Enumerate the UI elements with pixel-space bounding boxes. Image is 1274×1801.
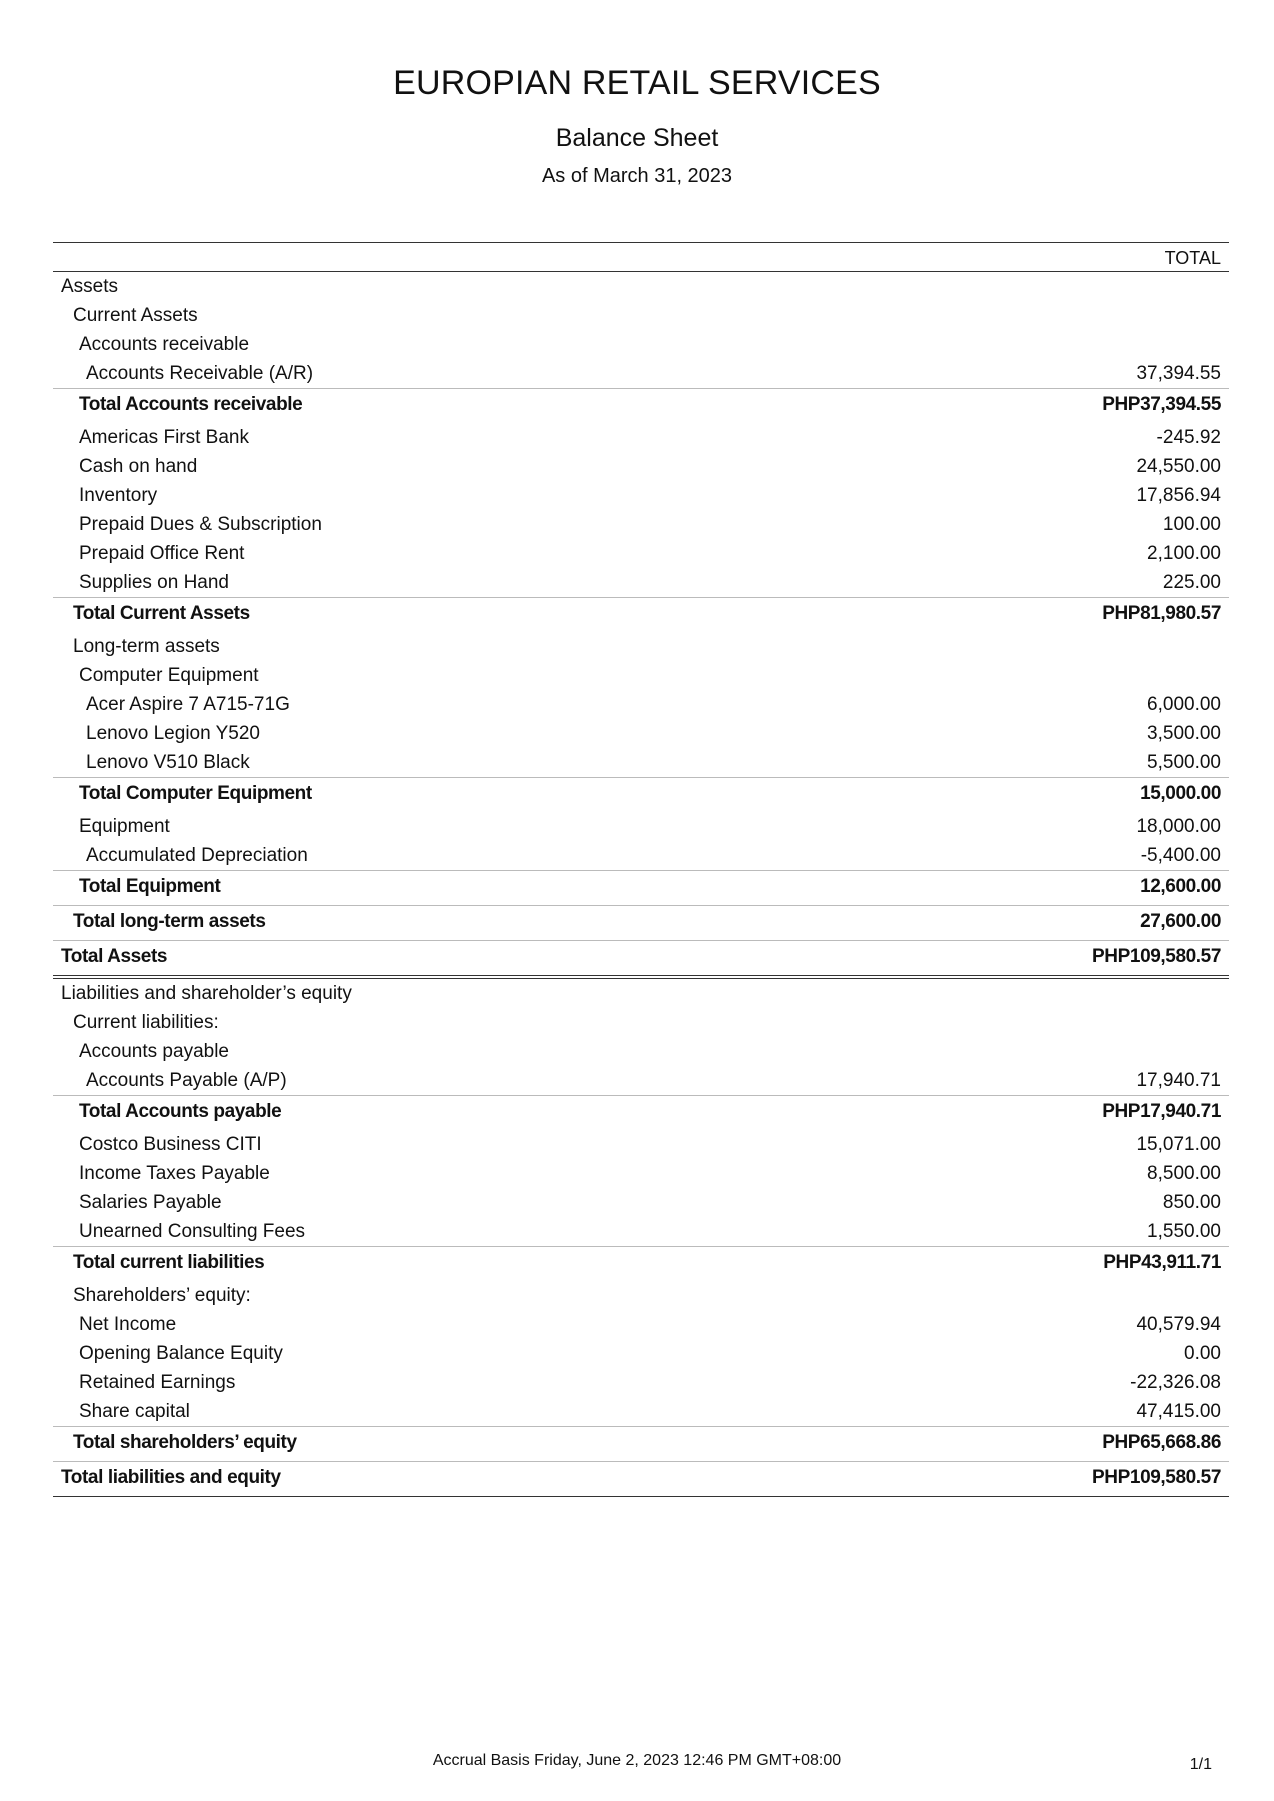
row-label: Total Equipment <box>79 876 221 897</box>
row-amount: 37,394.55 <box>1136 363 1221 384</box>
row-amount: 2,100.00 <box>1147 543 1221 564</box>
total-row <box>53 388 1229 423</box>
table-row <box>53 510 1229 539</box>
row-label: Long-term assets <box>73 636 220 657</box>
row-amount: 8,500.00 <box>1147 1163 1221 1184</box>
row-label: Retained Earnings <box>79 1372 236 1393</box>
row-label: Total shareholders’ equity <box>73 1432 297 1453</box>
row-label: Prepaid Office Rent <box>79 543 245 564</box>
row-amount: PHP81,980.57 <box>1102 603 1221 624</box>
section-header-row <box>53 661 1229 690</box>
table-row <box>53 1310 1229 1339</box>
row-label: Income Taxes Payable <box>79 1163 270 1184</box>
row-label: Supplies on Hand <box>79 572 229 593</box>
row-label: Liabilities and shareholder’s equity <box>61 983 352 1004</box>
table-row <box>53 1217 1229 1246</box>
section-header-row <box>53 1037 1229 1066</box>
row-label: Total long-term assets <box>73 911 266 932</box>
row-amount: 3,500.00 <box>1147 723 1221 744</box>
row-label: Accumulated Depreciation <box>86 845 308 866</box>
row-amount: 1,550.00 <box>1147 1221 1221 1242</box>
total-row <box>53 597 1229 632</box>
table-row <box>53 423 1229 452</box>
row-amount: 17,856.94 <box>1136 485 1221 506</box>
table-row <box>53 1368 1229 1397</box>
row-label: Equipment <box>79 816 170 837</box>
table-row <box>53 1339 1229 1368</box>
row-amount: 17,940.71 <box>1136 1070 1221 1091</box>
section-header-row <box>53 1008 1229 1037</box>
column-header-row <box>53 242 1229 272</box>
total-row <box>53 1246 1229 1281</box>
row-amount: 40,579.94 <box>1136 1314 1221 1335</box>
table-row <box>53 812 1229 841</box>
row-label: Accounts Payable (A/P) <box>86 1070 287 1091</box>
row-label: Total current liabilities <box>73 1252 265 1273</box>
row-amount: PHP109,580.57 <box>1092 946 1221 967</box>
row-amount: 6,000.00 <box>1147 694 1221 715</box>
row-label: Americas First Bank <box>79 427 249 448</box>
row-amount: 15,071.00 <box>1136 1134 1221 1155</box>
row-label: Total liabilities and equity <box>61 1467 281 1488</box>
row-amount: 27,600.00 <box>1140 911 1221 932</box>
total-row <box>53 1426 1229 1461</box>
row-amount: 12,600.00 <box>1140 876 1221 897</box>
table-row <box>53 1188 1229 1217</box>
table-row <box>53 748 1229 777</box>
report-title: Balance Sheet <box>555 124 719 152</box>
row-amount: -5,400.00 <box>1140 845 1221 866</box>
row-label: Inventory <box>79 485 158 506</box>
row-amount: 47,415.00 <box>1136 1401 1221 1422</box>
table-row <box>53 452 1229 481</box>
column-header-total: TOTAL <box>1164 248 1221 268</box>
row-label: Unearned Consulting Fees <box>79 1221 306 1242</box>
total-row <box>53 1095 1229 1130</box>
section-header-row <box>53 272 1229 301</box>
row-label: Accounts receivable <box>79 334 250 355</box>
total-row <box>53 940 1229 979</box>
row-label: Total Current Assets <box>73 603 250 624</box>
table-row <box>53 1066 1229 1095</box>
row-label: Accounts payable <box>79 1041 229 1062</box>
section-header-row <box>53 301 1229 330</box>
row-label: Lenovo Legion Y520 <box>86 723 260 744</box>
row-label: Share capital <box>79 1401 190 1422</box>
row-amount: -22,326.08 <box>1130 1372 1221 1393</box>
row-label: Accounts Receivable (A/R) <box>86 363 314 384</box>
row-amount: 0.00 <box>1184 1343 1221 1364</box>
row-amount: PHP65,668.86 <box>1102 1432 1221 1453</box>
row-label: Total Accounts payable <box>79 1101 282 1122</box>
row-amount: PHP37,394.55 <box>1102 394 1221 415</box>
row-amount: 24,550.00 <box>1136 456 1221 477</box>
row-label: Cash on hand <box>79 456 198 477</box>
row-label: Assets <box>61 276 119 297</box>
row-label: Acer Aspire 7 A715-71G <box>86 694 290 715</box>
table-row <box>53 1159 1229 1188</box>
row-amount: 225.00 <box>1162 572 1221 593</box>
row-label: Prepaid Dues & Subscription <box>79 514 322 535</box>
table-row <box>53 359 1229 388</box>
row-amount: 5,500.00 <box>1147 752 1221 773</box>
row-label: Computer Equipment <box>79 665 259 686</box>
table-row <box>53 719 1229 748</box>
page-number: 1/1 <box>1189 1756 1212 1773</box>
row-label: Shareholders’ equity: <box>73 1285 251 1306</box>
balance-sheet-table <box>53 242 1229 1497</box>
row-label: Current Assets <box>73 305 198 326</box>
row-amount: 18,000.00 <box>1136 816 1221 837</box>
row-label: Salaries Payable <box>79 1192 222 1213</box>
row-label: Net Income <box>79 1314 177 1335</box>
table-row <box>53 690 1229 719</box>
row-amount: -245.92 <box>1156 427 1221 448</box>
total-row <box>53 1461 1229 1497</box>
section-header-row <box>53 632 1229 661</box>
row-amount: 15,000.00 <box>1140 783 1221 804</box>
row-label: Total Assets <box>61 946 168 967</box>
footer-basis: Accrual Basis Friday, June 2, 2023 12:46 PM GMT+08:00 <box>432 1752 842 1769</box>
row-amount: PHP109,580.57 <box>1092 1467 1221 1488</box>
total-row <box>53 870 1229 905</box>
total-row <box>53 905 1229 940</box>
table-row <box>53 539 1229 568</box>
report-date: As of March 31, 2023 <box>541 165 733 187</box>
total-row <box>53 777 1229 812</box>
section-header-row <box>53 330 1229 359</box>
section-header-row <box>53 979 1229 1008</box>
table-row <box>53 841 1229 870</box>
row-label: Lenovo V510 Black <box>86 752 250 773</box>
table-row <box>53 481 1229 510</box>
row-amount: 100.00 <box>1162 514 1221 535</box>
row-amount: PHP43,911.71 <box>1103 1252 1221 1273</box>
table-row <box>53 1130 1229 1159</box>
row-label: Opening Balance Equity <box>79 1343 283 1364</box>
row-label: Costco Business CITI <box>79 1134 262 1155</box>
row-amount: PHP17,940.71 <box>1102 1101 1221 1122</box>
row-label: Total Accounts receivable <box>79 394 303 415</box>
row-label: Current liabilities: <box>73 1012 219 1033</box>
table-row <box>53 1397 1229 1426</box>
table-row <box>53 568 1229 597</box>
table-body <box>53 272 1229 1497</box>
row-amount: 850.00 <box>1162 1192 1221 1213</box>
section-header-row <box>53 1281 1229 1310</box>
row-label: Total Computer Equipment <box>79 783 312 804</box>
company-name: EUROPIAN RETAIL SERVICES <box>393 64 881 102</box>
